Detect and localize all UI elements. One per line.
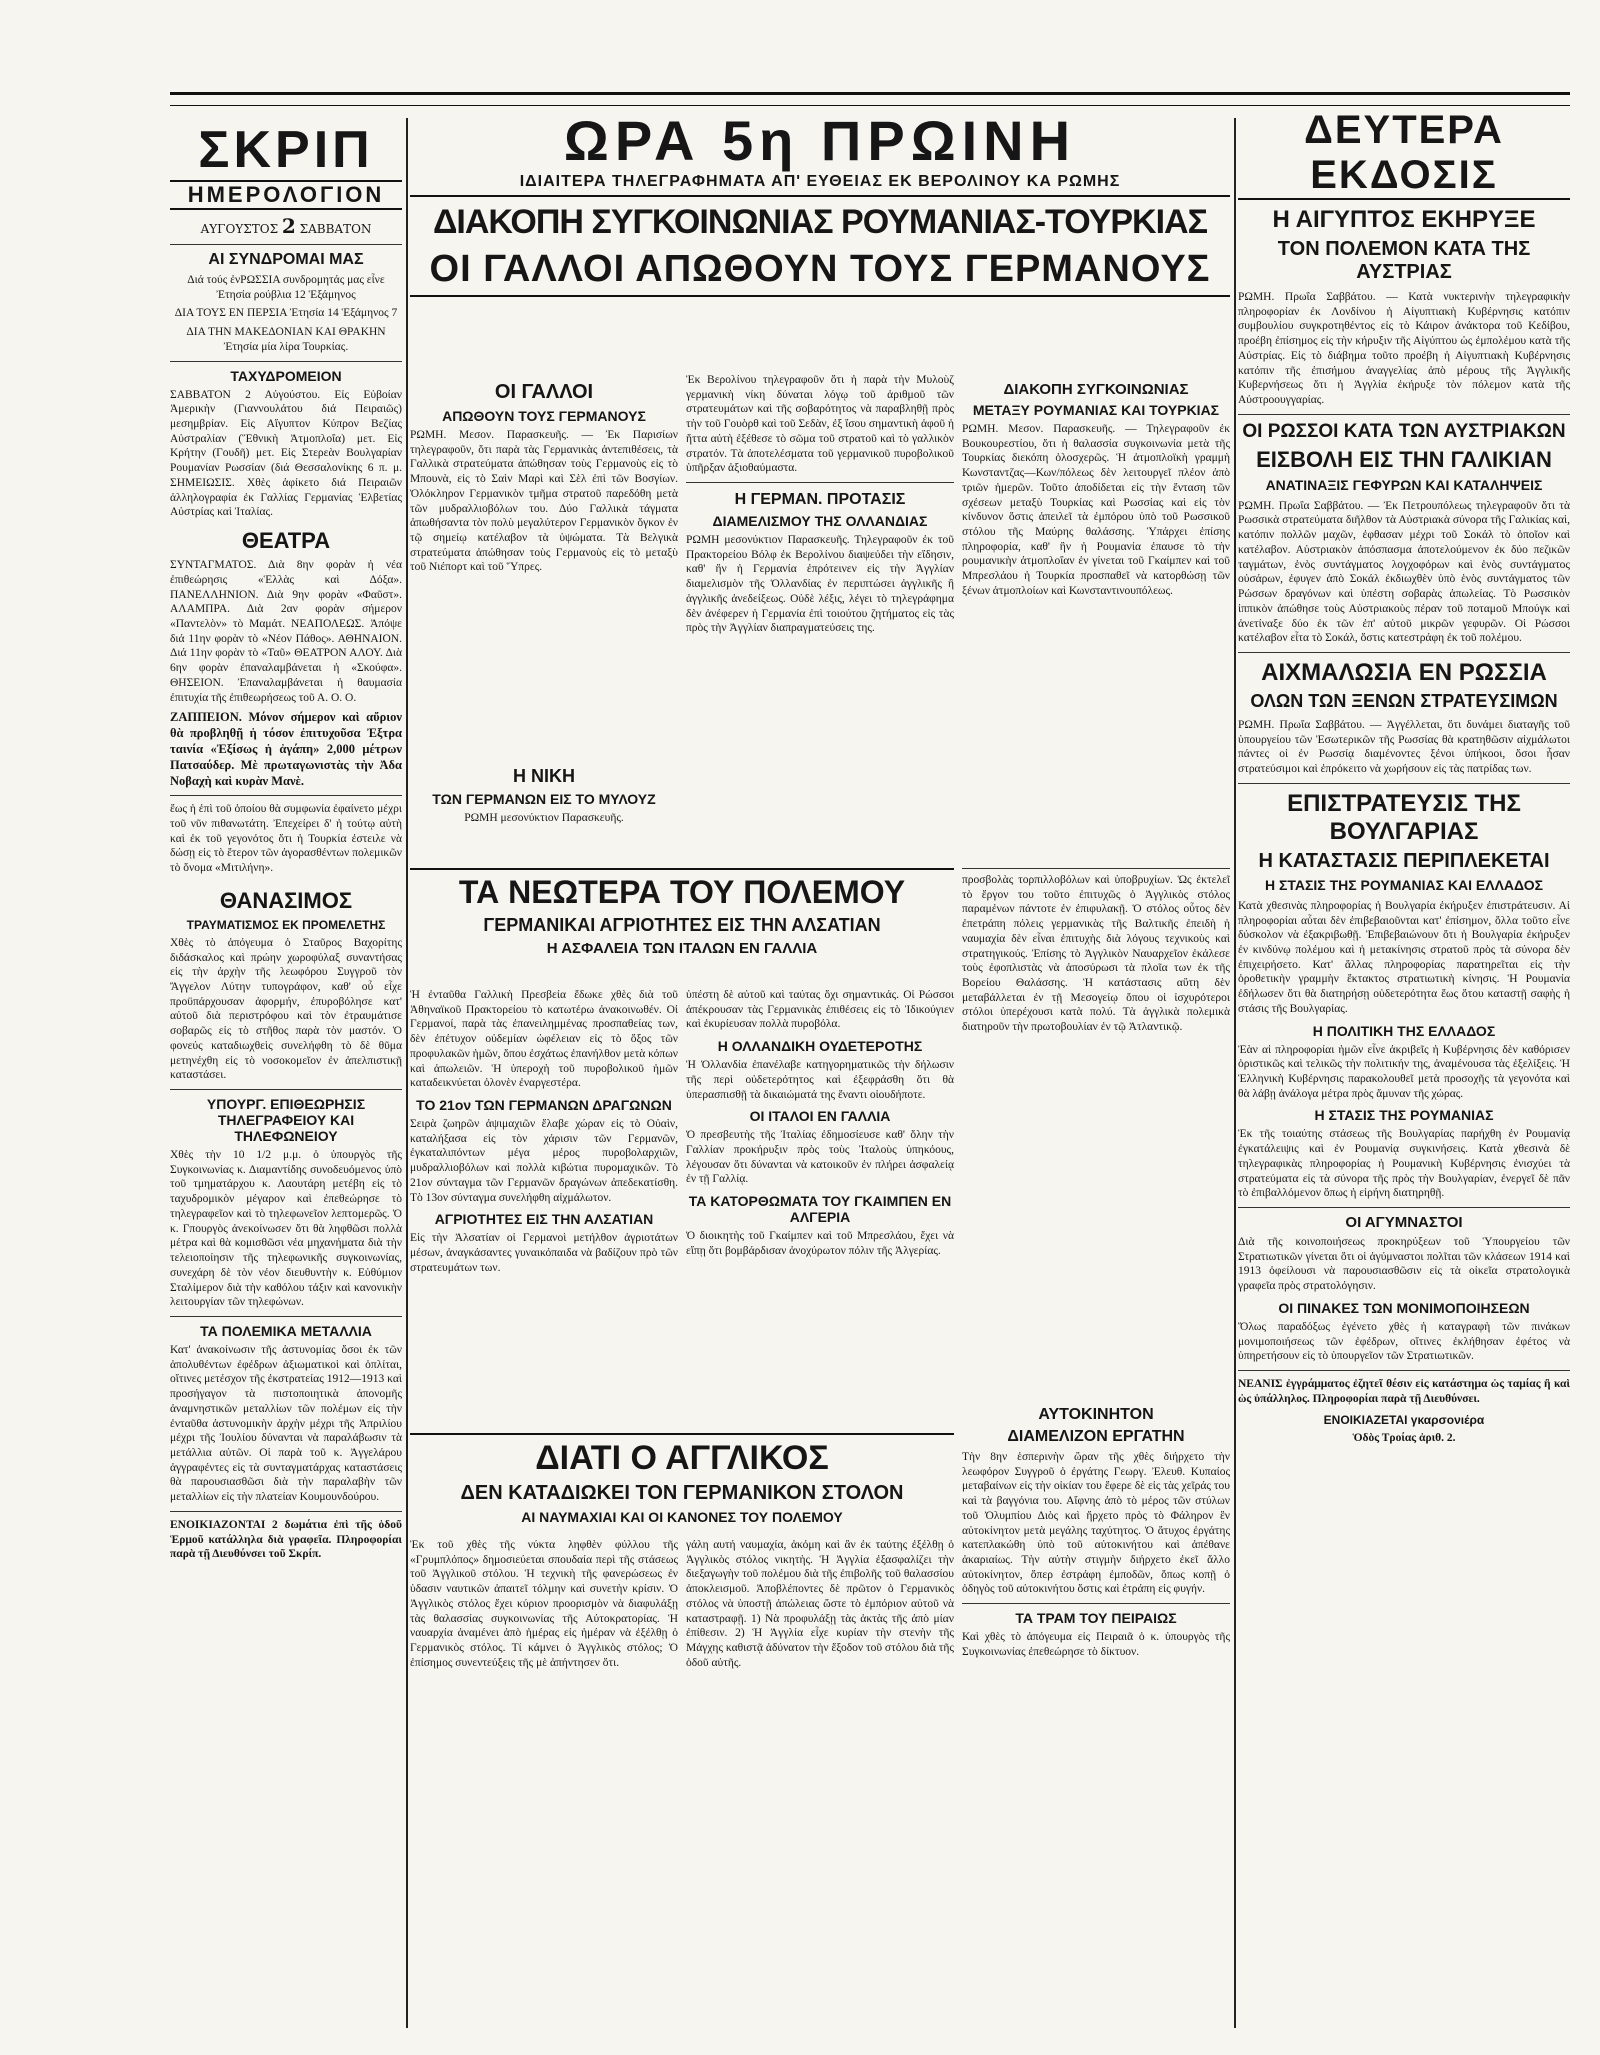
romania-text: Ἐκ τῆς τοιαύτης στάσεως τῆς Βουλγαρίας παρήχθη ἐν Ρουμανίᾳ ἐγκατάλειψις καὶ ἐν Ρουμανίᾳ συγκινήσεις. Κατὰ χθεσινὰ δὲ τηλεγραφικὰς πληροφορίας ἡ Ρουμανικὴ Κυβέρνησις ἐνισχύει τὰ στρατεύματα εἰς τὰ σύνορα τῆς πρὸς τὴν Βουλγαρίαν, ἐνεργεῖ δὲ πᾶν τὸ ἐπιβαλλόμενον ὅπως ἡ εἰρήνη διατηρηθῇ. bbox=[1238, 1128, 1570, 1200]
a1-heading: ΟΙ ΓΑΛΛΟΙ bbox=[494, 381, 594, 403]
col3-upper bbox=[686, 373, 954, 853]
neanis-ad: ΝΕΑΝΙΣ ἐγγράμματος ἐζητεῖ θέσιν εἰς κατάστημα ὡς ταμίας ἢ καὶ ὡς ὑπάλληλος. Πληροφορίαι παρὰ τῇ Διευθύνσει. bbox=[1238, 1378, 1570, 1405]
dutch-text: Ἡ Ὁλλανδία ἐπανέλαβε κατηγορηματικῶς τὴν δήλωσιν τῆς περὶ οὐδετερότητος καὶ ἐξεφράσθη ὅτι θὰ ὑπερασπισθῇ τὰ δικαιώματά της ἔναντι οἱουδήποτε. bbox=[686, 1059, 954, 1101]
navy-col3 bbox=[686, 1538, 954, 2028]
post-text: ΣΑΒΒΑΤΟΝ 2 Αὐγούστου. Εἰς Εὐβοίαν Ἀμερικὴν (Γιαννουλάτου διά Πειραιῶς) μεσημβρίαν. Εἰς Αἴγυπτον Κύπρον Βεζίας Αὐστραλίαν (Ἕθνικὴ Ἀτμοπλοΐα) μετ. Εἰς Κρήτην (Γουδῆ) μετ. Εἰς Στερεὰν Βουλγαρίαν Ρουμανίαν Ρωσσίαν (διά Θεσσαλονίκης 6 π. μ. ΣΗΜΕΙΩΣΙΣ. Χθὲς ἀφίκετο διά Πειραιῶν ἀλληλογραφία ἐκ Γαλλίας Γερμανίας Ἑλβετίας Αὐστρίας καὶ Ἰταλίας. bbox=[170, 388, 402, 519]
gym-text: Διὰ τῆς κοινοποιήσεως προκηρύξεων τοῦ Ὑπουργείου τῶν Στρατιωτικῶν γίνεται ὅτι οἱ ἀγύμναστοι πολῖται τῶν κλάσεων 1914 καὶ 1913 ὀφείλουσι νὰ παρουσιασθῶσιν εἰς τὰ οἰκεῖα στρατολογικὰ γραφεῖα πρὸς στρατολόγησιν. bbox=[1238, 1236, 1570, 1293]
neotera-right-text: ὑπέστη δὲ αὐτοῦ καὶ ταύτας ὄχι σημαντικάς. Οἱ Ρώσσοι ἀπέκρουσαν τὰς Γερμανικὰς ἐπιθέσεις εἰς τὸ Ἰδικούγιεν καὶ ἐκυρίευσαν πολλὰ πυροβόλα. bbox=[686, 989, 954, 1031]
edition-title: ΔΕΥΤΕΡΑ ΕΚΔΟΣΙΣ bbox=[1238, 108, 1570, 200]
a2-text: Ἐκ Βερολίνου τηλεγραφοῦν ὅτι ἡ παρὰ τὴν Μυλοὺζ γερμανικὴ νίκη δύναται λόγῳ τοῦ ἀριθμοῦ τῶν στρατευμάτων καὶ τῆς σοβαρότητος νὰ παραβληθῇ πρὸς τὴν τοῦ Γουὸρθ καὶ τοῦ Σεδὰν, ἐξ ἴσου σημαντικὴ ἀφοῦ ἡ ἥττα αὐτὴ ἐξέθεσε τὸ σῶμα τοῦ στρατοῦ καὶ τὸ γαλλικὸν στρατόν. Τὰ ἀποτελέσματα τοῦ γερμανικοῦ πυροβολικοῦ ὑπῆρξαν ἀξιοθαύμαστα. bbox=[686, 374, 954, 475]
neotera-header bbox=[410, 868, 954, 957]
fatal-heading: ΘΑΝΑΣΙΜΟΣ bbox=[219, 887, 353, 913]
navy-col2 bbox=[410, 1538, 678, 2028]
tram-heading: ΤΑ ΤΡΑΜ ΤΟΥ ΠΕΙΡΑΙΩΣ bbox=[1015, 1610, 1177, 1627]
newspaper-page bbox=[170, 108, 1570, 2028]
navy-text2: γάλη αυτή ναυμαχία, ἀκόμη καὶ ἂν ἐκ ταύτης ἐξέλθῃ ὁ Ἀγγλικὸς στόλος νικητὴς. Ἡ Ἀγγλία ἐξασφαλίζει τὴν διεξαγωγὴν τοῦ πολέμου διὰ τῆς ἐπιβολῆς τοῦ θαλασσίου ἀποκλεισμοῦ. Ἀποβλέποντες δὲ πρῶτον ὁ Γερμανικὸς στόλος νὰ ὑποστῇ ἀπώλειας ὥστε τὸ ἐμπόριον αὐτοῦ νὰ καταστραφῇ. 1) Νὰ προφυλάξῃ τὰς ἀκτὰς τῆς ἀπὸ μίαν ἐπίθεσιν. 2) Ἡ Ἀγγλία εἶχε κυρίαν τὴν στενὴν τῆς Μάγχης καθιστᾷ ἀδύνατον τὴν ἔξοδον τοῦ στόλου διὰ τῆς ὁδοῦ αὐτῆς. bbox=[686, 1539, 954, 1669]
centre-masthead bbox=[410, 108, 1230, 297]
russ-heading: ΟΙ ΡΩΣΣΟΙ ΚΑΤΑ ΤΩΝ ΑΥΣΤΡΙΑΚΩΝ bbox=[1242, 420, 1566, 442]
subs-persia: ΔΙΑ ΤΟΥΣ ΕΝ ΠΕΡΣΙΑ Ἐτησία 14 Ἑξάμηνος 7 bbox=[174, 307, 398, 320]
feats-heading: ΤΑ ΚΑΤΟΡΘΩΜΑΤΑ ΤΟΥ ΓΚΑΙΜΠΕΝ ΕΝ ΑΛΓΕΡΙΑ bbox=[688, 1193, 952, 1226]
neotera-sub2: Η ΑΣΦΑΛΕΙΑ ΤΩΝ ΙΤΑΛΩΝ ΕΝ ΓΑΛΛΙΑ bbox=[546, 940, 818, 957]
neotera-col2 bbox=[410, 988, 678, 1428]
captivity-subheading: ΟΛΩΝ ΤΩΝ ΞΕΝΩΝ ΣΤΡΑΤΕΥΣΙΜΩΝ bbox=[1250, 690, 1558, 711]
alsace-text: Εἰς τὴν Ἀλσατίαν οἱ Γερμανοὶ μετήλθον ἀγριοτάτων μέσων, ἀναγκάσαντες γυναικόπαιδα νὰ βαδίζουν πρὸ τῶν στρατευμάτων των. bbox=[410, 1232, 678, 1274]
italians-heading: ΟΙ ΙΤΑΛΟΙ ΕΝ ΓΑΛΛΙΑ bbox=[749, 1108, 891, 1125]
italians-text: Ὁ πρεσβευτὴς τῆς Ἰταλίας ἐδημοσίευσε καθ' ὅλην τὴν Γαλλίαν προκήρυξιν πρὸς τοὺς Ἰταλοὺς ὑπηκόους, λέγουσαν ὅτι δύνανται νὰ κατοικοῦν ἐν πλήρει ἀσφαλείᾳ ἐν τῇ Γαλλίᾳ. bbox=[686, 1129, 954, 1186]
niki-subheading: ΤΩΝ ΓΕΡΜΑΝΩΝ ΕΙΣ ΤΟ ΜΥΛΟΥΖ bbox=[432, 791, 656, 807]
policy-heading: Η ΠΟΛΙΤΙΚΗ ΤΗΣ ΕΛΛΑΔΟΣ bbox=[1312, 1022, 1496, 1039]
col4-middle-text: προσβολὰς τορπιλλοβόλων καὶ ὑποβρυχίων. Ὡς ἐκτελεῖ τὸ ἔργον του τοῦτο ἐπιτυχῶς ὁ Ἀγγλικὸς στόλος παραμένων πάντοτε ἐν ἐπιφυλακῇ. Ὁ στόλος οὗτος δὲν ἐπετράπη πόλεις γερμανικὰς τῆς Βαλτικῆς ἐπειδὴ ἡ ναυμαχία δὲν εἶναι ἐπιτυχὴς διὰ λόγους τεχνικοὺς καὶ στρατηγικούς. Ἐπίσης τὸ Ἀγγλικὸν Ναυαρχεῖον ἐκάλεσε τοὺς ἐφοπλιστὰς νὰ ἀποσύρωσι τὰ πλοῖα των ἐκ τῆς Βορείου Θαλάσσης. Ἡ κατάστασις αὕτη δὲν μεταβάλλεται ἐν τῇ Μεσογείῳ ὅπου οἱ ἰσχυρότεροι στόλοι ὑπερέχουσι κατὰ πολύ. Τὰ ἀγγλικὰ πολεμικὰ διατηροῦν τὴν πρωτοβουλίαν ἐν τῷ Ἀτλαντικῷ. bbox=[962, 874, 1230, 1034]
main-subline: ΙΔΙΑΙΤΕΡΑ ΤΗΛΕΓΡΑΦΗΜΑΤΑ ΑΠ' ΕΥΘΕΙΑΣ ΕΚ ΒΕΡΟΛΙΝΟΥ ΚΑ ΡΩΜΗΣ bbox=[410, 173, 1230, 197]
auto-subheading: ΔΙΑΜΕΛΙΖΟΝ ΕΡΓΑΤΗΝ bbox=[1007, 1428, 1185, 1445]
captivity-heading: ΑΙΧΜΑΛΩΣΙΑ ΕΝ ΡΩΣΣΙΑ bbox=[1261, 658, 1547, 686]
subscriptions-heading: ΑΙ ΣΥΝΔΡΟΜΑΙ ΜΑΣ bbox=[208, 251, 364, 268]
niki-heading: Η ΝΙΚΗ bbox=[513, 766, 575, 786]
niki-text: ΡΩΜΗ μεσονύκτιον Παρασκευῆς. bbox=[464, 812, 624, 824]
proposal-text: ΡΩΜΗ μεσονύκτιον Παρασκευῆς. Τηλεγραφοῦν ἐκ τοῦ Πρακτορείου Βόλφ ἐκ Βερολίνου διαψεύδει τὴν εἴδησιν, καθ' ἣν ἡ Γερμανία ἐπρότεινεν εἰς τὴν Ἀγγλίαν διαμελισμὸν τῆς Ὁλλανδίας ἐν περιπτώσει ἀγγλικῆς ἢ ἀγγλικῆς ἀνεδείξεως. Οὐδὲ λέξις, λέγει τὸ τηλεγράφημα δὲν ἀνέφερεν ἡ Γερμανία ἐπὶ τοιούτου ζητήματος εἰς τὰς πρὸς τὴν Ἀγγλίαν διαπραγματεύσεις της. bbox=[686, 534, 954, 635]
telegraph-text: Χθὲς τὴν 10 1/2 μ.μ. ὁ ὑπουργὸς τῆς Συγκοινωνίας κ. Διαμαντίδης συνοδευόμενος ὑπὸ τοῦ τμηματάρχου κ. Λαουτάρη μετέβη εἰς τὸ ταχυδρομικὸν μέγαρον καὶ ἐπεθεώρησε τὸ τηλεγραφεῖον καὶ τὸ τηλεφωνεῖον λεπτομερῶς. Ὁ κ. Γπουργὸς ἀνεκοίνωσεν ὅτι θὰ ληφθῶσι πολλὰ μέτρα καὶ θὰ κομισθῶσι νέα μηχανήματα διὰ τὴν τελειοποίησιν τῆς τηλεφωνικῆς συγκοινωνίας, συνεχάρη δὲ τὸν νέον διευθυντὴν κ. Εὐθύμιον Σταλίμερον διὰ τὴν καθόλου τάξιν καὶ κανονικὴν λειτουργίαν τῶν τηλεφώνων. bbox=[170, 1149, 402, 1309]
right-column bbox=[1238, 108, 1570, 2028]
bulgaria-text: Κατὰ χθεσινὰς πληροφορίας ἡ Βουλγαρία ἐκήρυξεν ἐπιστράτευσιν. Αἱ πληροφορίαι αὗται δὲν ἐπιβεβαιοῦνται κατ' ἐπίσημον, ὅλλα τοῦτο εἶνε δύσκολον νὰ ἐξακριβωθῇ. Ἐπιβεβαιώνουν ὅτι ἡ Βουλγαρία ἐκήρυξεν ἐν κινδύνῳ πολέμου καὶ ἡ μετακίνησις στρατοῦ πρὸς τὰ σύνορα δὲν ἐπιχειρήσετο. Κατ' ἄλλας πληροφορίας παρατηρεῖται εἰς τὴν ὁροθετικὴν γραμμὴν ἔκτακτος στρατιωτικὴ κίνησις. Ἡ Ρουμανία ἐδήλωσεν ὅτι θὰ διατηρήσῃ οὐδετερότητα ἕως ὅτου καταστῇ σαφὴς ἡ στάσις τῆς Βουλγαρίας. bbox=[1238, 899, 1570, 1015]
navy-text1: Ἐκ τοῦ χθὲς τῆς νύκτα ληφθὲν φύλλου τῆς «Γρυμπλόπος» δημοσιεύεται σπουδαία περὶ τῆς στάσεως τοῦ Ἀγγλικοῦ στόλου. Ἡ τεχνικὴ τῆς φανερώσεως ἐν ὑδασιν ναυτικῶν ἀπαιτεῖ τόλμην καὶ συνετὴν κρίσιν. Ὁ Ἀγγλικὸς στόλος ἔχει κύριον προορισμὸν νὰ διαφυλάξῃ τὰς θαλασσίας συγκοινωνίας τῆς Αὐτοκρατορίας. Ἡ ναυαρχία ἀναμένει ἀπὸ ἡμέρας εἰς ἡμέραν νὰ ἐξέλθῃ ὁ Γερμανικὸς στόλος. Τί κάμνει ὁ Ἀγγλικὸς στόλος; Ὁ ἐπίσημος συνεντεύξεις τῆς μὲ ἀπήντησεν ὅτι. bbox=[410, 1539, 678, 1669]
tram-text: Καὶ χθὲς τὸ ἀπόγευμα εἰς Πειραιᾶ ὁ κ. ὑπουργὸς τῆς Συγκοινωνίας ἐπεθεώρησε τὸ δίκτυον. bbox=[962, 1631, 1230, 1658]
subs-macedonia: ΔΙΑ ΤΗΝ ΜΑΚΕΔΟΝΙΑΝ ΚΑΙ ΘΡΑΚΗΝ Ἐτησία μία λίρα Τουρκίας. bbox=[186, 326, 386, 353]
rent-ad: ΕΝΟΙΚΙΑΖΟΝΤΑΙ 2 δωμάτια ἐπὶ τῆς ὁδοῦ Ἑρμοῦ κατάλληλα διὰ γραφεῖα. Πληροφορίαι παρὰ τῇ Διευθύνσει τοῦ Σκρίπ. bbox=[170, 1518, 402, 1561]
auto-heading: ΑΥΤΟΚΙΝΗΤΟΝ bbox=[1038, 1406, 1154, 1423]
theatre-heading: ΘΕΑΤΡΑ bbox=[241, 528, 331, 554]
a1-text: ΡΩΜΗ. Μεσον. Παρασκευῆς. — Ἐκ Παρισίων τηλεγραφοῦν, ὅτι παρὰ τὰς Γερμανικὰς ἀντεπιθέσεις, τὰ Γαλλικὰ στρατεύματα ἀπώθησαν τοὺς Γερμανοὺς εἰς τὸ Μπουνὰ, εἰς τὸ Σαὶν Μαρὶ καὶ Σὲλ ἐπὶ τῶν Βοσγίων. Ὁλόκληρον Γερμανικὸν τμῆμα στρατοῦ παρεδόθη μετὰ τῶν μυδραλλιοβόλων του. Δύο Γαλλικὰ τάγματα ἀπωθήσαντα τὸν πολὺ μεγαλύτερον Γερμανικὸν ὄγκον ἐν τῷ σημείῳ κατέλαβον τὰ ὑψώματα. Τὰ Βελγικὰ στρατεύματα ἀπώθησαν τοὺς Γερμανοὺς εἰς τὸ μεταξὺ τοῦ Νιέπορτ καὶ τοῦ Ὕπρες. bbox=[410, 429, 678, 574]
captivity-text: ΡΩΜΗ. Πρωΐα Σαββάτου. — Ἀγγέλλεται, ὅτι δυνάμει διαταγῆς τοῦ ὑπουργείου τῶν Ἐσωτερικῶν τῆς Ρωσσίας θὰ κρατηθῶσιν αἰχμάλωτοι πάντες οἱ ἐν Ρωσσίᾳ διαμένοντες ξένοι ὑπήκοοι, ὅσοι ἦσαν στρατεύσιμοι καὶ ἐπρόκειτο νὰ χωρήσουν εἰς τὰς πατρίδας των. bbox=[1238, 718, 1570, 776]
a1-subheading: ΑΠΩΘΟΥΝ ΤΟΥΣ ΓΕΡΜΑΝΟΥΣ bbox=[442, 408, 646, 424]
navy-sub: ΔΕΝ ΚΑΤΑΔΙΩΚΕΙ ΤΟΝ ΓΕΡΜΑΝΙΚΟΝ ΣΤΟΛΟΝ bbox=[460, 1482, 904, 1504]
zappeion-notice: ΖΑΠΠΕΙΟΝ. Μόνον σήμερον καὶ αὔριον θὰ προβληθῇ ἡ τόσον ἐπιτυχοῦσα Ἐξτρα ταινία «Ἐξίσως ἡ ἀγάπη» 2,000 μέτρων Πατσαύδερ. Μὲ πρωταγωνιστὰς τὴν Ἀδα Νοβαχὴ καὶ κυρὰν Μανὲ. bbox=[170, 710, 402, 789]
navy-headline: ΔΙΑΤΙ Ο ΑΓΓΛΙΚΟΣ bbox=[535, 1439, 829, 1477]
dateline bbox=[170, 214, 402, 238]
column-rule bbox=[1234, 118, 1236, 2028]
policy-text: Ἐὰν αἱ πληροφορίαι ἡμῶν εἶνε ἀκριβεῖς ἡ Κυβέρνησις δὲν καθόρισεν ὁριστικῶς καὶ τελικῶς τὴν πολιτικήν της, ἀναμένουσα τὰς ἐξελίξεις. Ἡ Ἑλληνικὴ Κυβέρνησις παρακολουθεῖ μετὰ προσοχῆς τὰ γεγονότα καὶ θὰ λάβῃ ἀνάλογα μέτρα πρὸς ἄμυναν τῆς χώρας. bbox=[1238, 1043, 1570, 1100]
russ-subheading: ΕΙΣΒΟΛΗ ΕΙΣ ΤΗΝ ΓΑΛΙΚΙΑΝ bbox=[1256, 446, 1552, 472]
main-headline: ΩΡΑ 5η ΠΡΩΙΝΗ bbox=[563, 109, 1077, 172]
month: ΑΥΓΟΥΣΤΟΣ bbox=[200, 222, 279, 236]
proposal-heading: Η ΓΕΡΜΑΝ. ΠΡΟΤΑΣΙΣ bbox=[734, 491, 906, 509]
neotera-col3 bbox=[686, 988, 954, 1428]
post-heading: ΤΑΧΥΔΡΟΜΕΙΟΝ bbox=[230, 367, 342, 384]
dragoon-heading: ΤΟ 21ον ΤΩΝ ΓΕΡΜΑΝΩΝ ΔΡΑΓΩΝΩΝ bbox=[416, 1097, 672, 1114]
headline-french-repel: ΟΙ ΓΑΛΛΟΙ ΑΠΩΘΟΥΝ ΤΟΥΣ ΓΕΡΜΑΝΟΥΣ bbox=[410, 248, 1230, 297]
paper-title: ΣΚΡΙΠ bbox=[198, 121, 374, 179]
alsace-heading: ΑΓΡΙΟΤΗΤΕΣ ΕΙΣ ΤΗΝ ΑΛΣΑΤΙΑΝ bbox=[434, 1211, 654, 1228]
headline-communication-cut: ΔΙΑΚΟΠΗ ΣΥΓΚΟΙΝΩΝΙΑΣ ΡΟΥΜΑΝΙΑΣ-ΤΟΥΡΚΙΑΣ bbox=[432, 203, 1208, 241]
feats-text: Ὁ διοικητὴς τοῦ Γκαίμπεν καὶ τοῦ Μπρεσλάου, ἔχει νὰ εἴπῃ ὅτι βομβάρδισαν ἀνοχύρωτον πόλιν τῆς Ἀλγερίας. bbox=[686, 1230, 954, 1257]
navy-header bbox=[410, 1433, 954, 1525]
fatal-subheading: ΤΡΑΥΜΑΤΙΣΜΟΣ ΕΚ ΠΡΟΜΕΛΕΤΗΣ bbox=[186, 917, 386, 932]
dragoon-text: Σειρὰ ζωηρῶν ἀψιμαχιῶν ἔλαβε χώραν εἰς τὸ Οὐαὶν, καταλήξασα εἰς τὸν χάρισιν τῶν Γερμανῶν, ἐγκαταλιπόντων μέγα μέρος πυροβολαρχιῶν, μυδραλλιοβόλων καὶ πολλὰ κιβώτια πυρομαχικῶν. Τὸ 21ον σύνταγμα τῶν Γερμανῶν δραγώνων ἀπεδεκατίσθη. Τὸ 13ον σύνταγμα συνελήφθη αἰχμάλωτον. bbox=[410, 1118, 678, 1204]
calendar-title: ΗΜΕΡΟΛΟΓΙΟΝ bbox=[170, 180, 402, 210]
proposal-subheading: ΔΙΑΜΕΛΙΣΜΟΥ ΤΗΣ ΟΛΛΑΝΔΙΑΣ bbox=[712, 513, 928, 530]
niki-block bbox=[410, 758, 678, 858]
day-number: 2 bbox=[281, 214, 296, 238]
left-column bbox=[170, 120, 402, 2028]
pinakes-heading: ΟΙ ΠΙΝΑΚΕΣ ΤΩΝ ΜΟΝΙΜΟΠΟΙΗΣΕΩΝ bbox=[1278, 1299, 1530, 1316]
russ-text: ΡΩΜΗ. Πρωΐα Σαββάτου. — Ἐκ Πετρουπόλεως τηλεγραφοῦν ὅτι τὰ Ρωσσικὰ στρατεύματα διῆλθον τὰ Αὐστριακὰ σύνορα τῆς Γαλικίας καὶ, κατόπιν πολλῶν μαχῶν, ἐφθασαν μέχρι τοῦ Σοκάλ τὸ ὁποῖον καὶ κατέλαβον. Αὐστριακὸν ἀπόσπασμα ἀποτελούμενον ἐκ δύο πεζικῶν ταγμάτων, ἑνὸς συντάγματος λογχοφόρων καὶ ἑνὸς συντάγματος οὐσάρων, ἐφυγεν ἀπὸ Σοκάλ ἐκδιωχθὲν ὑπὸ ἑνὸς συντάγματος τῶν Ρώσσων δραγόνων καὶ ὑπέστη σοβαρὰς ἀπωλείας. Τὸ Ρωσσικὸν ἱππικὸν ἀπώθησε τοὺς Αὐστριακοὺς πέραν τοῦ ποταμοῦ Μπούγκ καὶ ἀνετίναξε δύο ἐκ τῶν ἐπ' αὐτοῦ μικρῶν γεφυρῶν. Οἱ Ρώσσοι κατέλαβον εἶτα τὸ Σοκάλ, ὅστις κατεστράφη ἐκ τοῦ πολέμου. bbox=[1238, 499, 1570, 645]
metals-heading: ΤΑ ΠΟΛΕΜΙΚΑ ΜΕΤΑΛΛΙΑ bbox=[200, 1322, 372, 1339]
egypt-heading: Η ΑΙΓΥΠΤΟΣ ΕΚΗΡΥΞΕ bbox=[1272, 206, 1536, 233]
diak-subheading: ΜΕΤΑΞΥ ΡΟΥΜΑΝΙΑΣ ΚΑΙ ΤΟΥΡΚΙΑΣ bbox=[972, 402, 1220, 418]
egypt-text: ΡΩΜΗ. Πρωΐα Σαββάτου. — Κατὰ νυκτερινὴν τηλεγραφικὴν πληροφορίαν ἐκ Λονδίνου ἡ Αἰγυπτιακὴ Κυβέρνησις κατόπιν συμβουλίου συγκροτηθέντος εἰς τὸ Κάιρον ἀνάκτορα τοῦ Κεδίβου, προέβη ἐπίσημος εἰς τὴν κήρυξιν τῆς Αἰγύπτου ὡς ἐμπολέμου κατὰ τῆς Αὐστρίας. Εἰς τὸ διάβημα τοῦτο προέβη ἡ Αἰγυπτιακὴ Κυβέρνησις κατόπιν τῆς ἐπισήμου ἀναγγελίας ἀπὸ μέρους τῆς Ἀγγλικῆς Κυβερνήσεως ὅτι ἡ Ἀγγλία ἐκήρυξε τὸν πόλεμον κατὰ τῆς Αὐστροουγγαρίας. bbox=[1238, 291, 1570, 407]
weekday: ΣΑΒΒΑΤΟΝ bbox=[299, 222, 372, 236]
navy-sub2: ΑΙ ΝΑΥΜΑΧΙΑΙ ΚΑΙ ΟΙ ΚΑΝΟΝΕΣ ΤΟΥ ΠΟΛΕΜΟΥ bbox=[521, 1509, 843, 1525]
neotera-headline: ΤΑ ΝΕΩΤΕΡΑ ΤΟΥ ΠΟΛΕΜΟΥ bbox=[458, 874, 906, 910]
subs-russia: Διά τούς ἐνΡΩΣΣΙΑ συνδρομητάς μας εἶνε Ἐτησία ρούβλια 12 Ἑξάμηνος bbox=[187, 274, 385, 301]
fatal-text: Χθὲς τὸ ἀπόγευμα ὁ Σταῦρος Βαχορίτης διδάσκαλος καὶ πρώην χωροφύλαξ συναντήσας εἰς τὴν ἀρχὴν τῆς λεωφόρου Συγγροῦ τὸν Ἄγγελον Λύτην τυπογράφον, καθ' οὗ εἶχε προϋπάρχουσαν ἀφορμήν, ἐπυροβόλησε κατ' αὐτοῦ διὰ περιστρόφου καὶ τὸν ἐτραυμάτισε σοβαρῶς εἰς τὸ στῆθος παρὰ τὸν μαστόν. Ὁ φονεύς καταδιωχθεὶς συνελήφθη τὸ δὲ θῦμα μετηνέχθη εἰς τὸ νοσοκομεῖον ἐν ἀπελπιστικῇ καταστάσει. bbox=[170, 936, 402, 1082]
col4-lower bbox=[962, 1398, 1230, 2028]
metals-text: Κατ' ἀνακοίνωσιν τῆς ἀστυνομίας ὅσοι ἐκ τῶν ἀπολυθέντων ἐφέδρων ἀξιωματικοὶ καὶ ὁπλίται, οἵτινες μετέσχον τῆς ἐκστρατείας 1912—1913 καὶ προσήγαγον τὰ πιστοποιητικὰ ἀπονομῆς ἀναμνηστικῶν μεταλλίων τῶν πολέμων εἰς τὴν ἐνταῦθα ἀστυνομικὴν ἀρχὴν μέχρι τῆς Ἀπριλίου μέχρι τῆς Ἰουλίου δύνανται νὰ παραλάβωσιν τὰ μετάλλια αὐτῶν. Οἱ παρὰ τοῦ κ. Ἀγγελάρου ἀγγραφέντες εἰς τὰ συνταγματάρχας καταστάσεις θὰ παρουσιασθῶσι διὰ τὴν παραλαβὴν τῶν μεταλλίων εἰς τὴν πλατείαν Κουμουνδούρου. bbox=[170, 1343, 402, 1504]
rent-flat-heading: ΕΝΟΙΚΙΑΖΕΤΑΙ γκαρσονιέρα bbox=[1323, 1412, 1485, 1427]
top-rule bbox=[170, 92, 1570, 106]
dutch-heading: Η ΟΛΛΑΝΔΙΚΗ ΟΥΔΕΤΕΡΟΤΗΣ bbox=[717, 1038, 923, 1055]
romania-heading: Η ΣΤΑΣΙΣ ΤΗΣ ΡΟΥΜΑΝΙΑΣ bbox=[1314, 1107, 1494, 1124]
telegraph-heading: ΥΠΟΥΡΓ. ΕΠΙΘΕΩΡΗΣΙΣ ΤΗΛΕΓΡΑΦΕΙΟΥ ΚΑΙ ΤΗΛΕΦΩΝΕΙΟΥ bbox=[206, 1096, 366, 1145]
auto-text: Τὴν 8ην ἑσπερινὴν ὥραν τῆς χθὲς διήρχετο τὴν λεωφόρον Συγγροῦ ὁ ἐργάτης Γεωργ. Ἐλευθ. Κυπαίος μεταβαίνων εἰς τὴν οἰκίαν του ἔφερε δὲ εἰς τὰς χεῖράς του καὶ τὰ βαγγόνια του. Αἴφνης ἀπὸ τὸ μέρος τῶν στύλων τοῦ Ὀλυμπίου Διὸς καὶ ἤρχετο πρὸς τὸ Φάληρον ἓν αὐτοκίνητον μετὰ μεγάλης ταχύτητος. Ὁ ἄτυχος ἐργάτης κατεπλακώθη ὑπὸ τοῦ αὐτοκινήτου καὶ ἀπέθανε ἀκαριαίως. Τὴν αὐτὴν στιγμὴν διήρχετο ἐκεῖ ἄλλο αὐτοκίνητον, ὅπερ ἐστράφη ἐμποδῶν, ὅπως κοπῇ ὁ ὁδηγὸς τοῦ αὐτοκινήτου ὅστις καὶ ἐτράπη εἰς φυγήν. bbox=[962, 1451, 1230, 1596]
bulgaria-subheading2: Η ΣΤΑΣΙΣ ΤΗΣ ΡΟΥΜΑΝΙΑΣ ΚΑΙ ΕΛΛΑΔΟΣ bbox=[1264, 876, 1543, 893]
theatre-text: ΣΥΝΤΑΓΜΑΤΟΣ. Διὰ 8ην φορὰν ἡ νέα ἐπιθεώρησις «Ἑλλὰς καὶ Δόξα». ΠΑΝΕΛΛΗΝΙΟΝ. Διὰ 9ην φορὰν «Φαῦστ». ΑΛΑΜΠΡΑ. Διὰ 2αν φορὰν σήμερον «Παντελὸν» τὸ Μαμάτ. ΝΕΑΠΟΛΕΩΣ. Ἀπόψε διά 11ην φορὰν τὸ «Νέον Πάθος». ΑΘΗΝΑΙΟΝ. Διά 11ην φορὰν τὸ «Ταῦ» ΘΕΑΤΡΟΝ ΑΛΟΥ. Διὰ 6ην φορὰν ἐπαναλαμβάνεται ἡ «Σκούφα». ΘΗΣΕΙΟΝ. Ἐπαναλαμβάνεται ἡ θαυμασία ἐπιτυχία τῆς ἐπιθεωρήσεως τοῦ Α. Ο. Ο. bbox=[170, 559, 402, 704]
bulgaria-subheading: Η ΚΑΤΑΣΤΑΣΙΣ ΠΕΡΙΠΛΕΚΕΤΑΙ bbox=[1258, 849, 1550, 872]
column-rule bbox=[406, 118, 408, 2028]
neotera-text1: Ἡ ἐνταῦθα Γαλλικὴ Πρεσβεία ἔδωκε χθὲς διὰ τοῦ Ἀθηναϊκοῦ Πρακτορείου τὸ κατωτέρω ἀνακοινωθέν. Οἱ Γερμανοί, παρὰ τὰς ἐπανειλημμένας προσπαθείας των, δὲν ἐπέτυχον οὐδεμίαν ὠφέλειαν εἰς τὸ ὄξος τῶν προφυλακῶν ἡμῶν, ὅπου ἐσχάτως ἐπανήλθον μετὰ κόπων καὶ ἀπωλειῶν. Ἡ ὑπεροχὴ τοῦ πυροβολικοῦ ἡμῶν καταδεικνύεται ὁλονὲν ἐναργεστέρα. bbox=[410, 989, 678, 1090]
col4-upper bbox=[962, 373, 1230, 853]
zappeion-tail: ἕως ἡ ἐπὶ τοῦ ὁποίου θὰ συμφωνία ἐφαίνετο μέχρι τοῦ νῦν πιθανωτάτη. Ἐπεχείρει δ' ἡ τούτῳ αὐτὴ καὶ ἐκ τοῦ γεγονότος ὅτι ἡ Τουρκία ἐστειλε νὰ δώσῃ εἰς τὸ ἕτερον τῶν ἀγορασθέντων πολεμικῶν τὸ ὄνομα «Μιτιλήνη». bbox=[170, 803, 402, 875]
rent-flat-address: Ὁδὸς Τροίας ἀριθ. 2. bbox=[1352, 1431, 1456, 1444]
col4-middle bbox=[962, 868, 1230, 1393]
neotera-sub1: ΓΕΡΜΑΝΙΚΑΙ ΑΓΡΙΟΤΗΤΕΣ ΕΙΣ ΤΗΝ ΑΛΣΑΤΙΑΝ bbox=[483, 915, 881, 935]
diak-text: ΡΩΜΗ. Μεσον. Παρασκευῆς. — Τηλεγραφοῦν ἐκ Βουκουρεστίου, ὅτι ἡ θαλασσία συγκοινωνία μετὰ τῆς Τουρκίας διεκόπη ὁλοσχερῶς. Ἡ ἀτμοπλοϊκὴ γραμμὴ Κωνσταντζας—Κων/πόλεως δὲν λειτουργεῖ πλέον ἀπὸ τριῶν ἡμερῶν. Τοῦτο ἀποδίδεται εἰς τὴν ἔνταση τῶν σχέσεων μεταξὺ Τουρκίας καὶ Ρωσσίας καὶ εἰς τὸν κίνδυνον ὅστις ἀπειλεῖ τὰ ἐμπόρου ὑπὸ τοῦ Ρωσσικοῦ στόλου τῆς Μαύρης θαλάσσης. Ὑπάρχει ἐπίσης πληροφορία, καθ' ἣν ἡ Ρουμανία ἐπαυσε τὸ τὴν ρουμανικὴν ἀτμοπλοΐαν ἐν γίνεται τοῦ Γκαίμπεν καὶ τοῦ Μπρεσλάου ἡ Τουρκία προσπαθεῖ νὰ κατορθώσῃ τῶν ξένων ἀτμοπλοίων καὶ Κωνσταντινουπόλεως. bbox=[962, 423, 1230, 597]
pinakes-text: Ὅλως παραδόξως ἐγένετο χθὲς ἡ καταγραφὴ τῶν πινάκων μονιμοποιήσεως τῶν ἐφέδρων, οἵτινες ἐκλήθησαν ἐφέτος νὰ ὑπηρετήσουν εἰς τὸ ὑπουργεῖον τῶν Στρατιωτικῶν. bbox=[1238, 1320, 1570, 1363]
diak-heading: ΔΙΑΚΟΠΗ ΣΥΓΚΟΙΝΩΝΙΑΣ bbox=[1003, 381, 1189, 398]
bulgaria-heading: ΕΠΙΣΤΡΑΤΕΥΣΙΣ ΤΗΣ ΒΟΥΛΓΑΡΙΑΣ bbox=[1287, 789, 1521, 845]
gym-heading: ΟΙ ΑΓΥΜΝΑΣΤΟΙ bbox=[1345, 1214, 1463, 1232]
egypt-subheading: ΤΟΝ ΠΟΛΕΜΟΝ ΚΑΤΑ ΤΗΣ ΑΥΣΤΡΙΑΣ bbox=[1277, 238, 1531, 283]
russ-subheading2: ΑΝΑΤΙΝΑΞΙΣ ΓΕΦΥΡΩΝ ΚΑΙ ΚΑΤΑΛΗΨΕΙΣ bbox=[1265, 476, 1543, 493]
